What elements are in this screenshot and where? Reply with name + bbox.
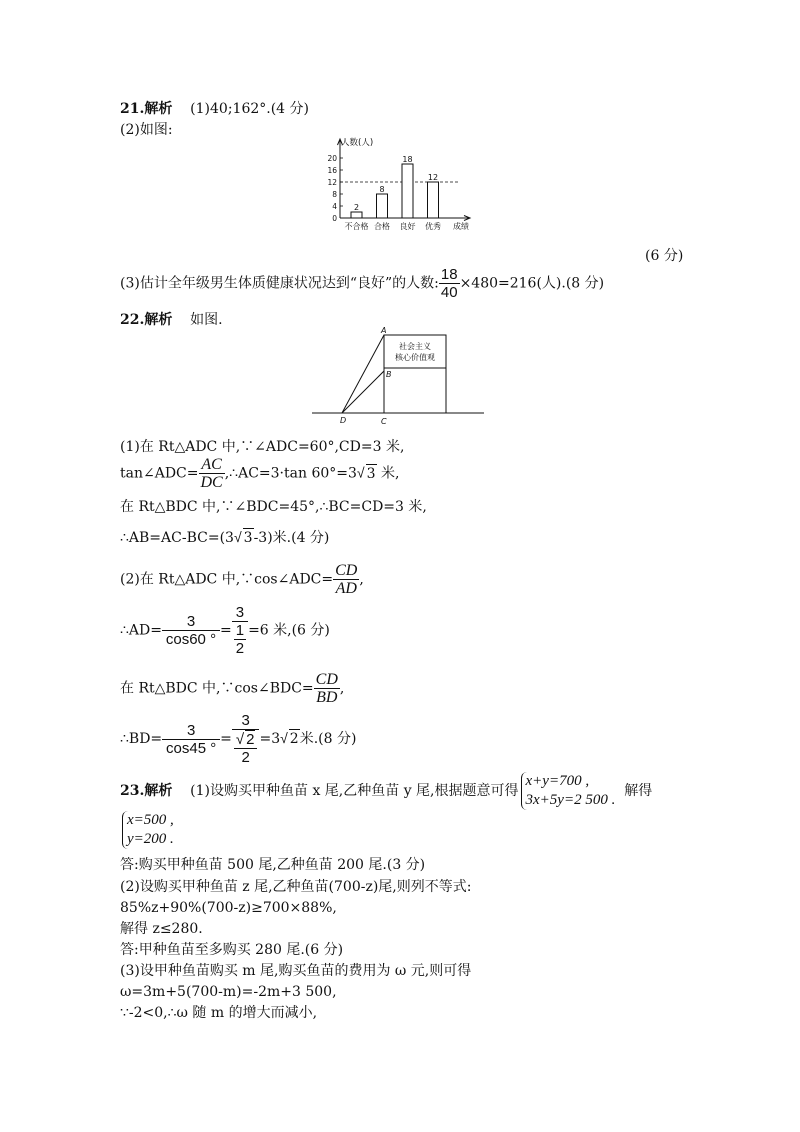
q21-line1	[120, 100, 309, 118]
q23-solution: x=500 , y=200 .	[120, 811, 174, 849]
bar	[351, 212, 362, 218]
y-tick-label: 20	[327, 154, 337, 163]
q23-l1: 23.解析 (1)设购买甲种鱼苗 x 尾,乙种鱼苗 y 尾,根据题意可得 x+y=700 , 3x+5y=2 500 . 解得	[120, 773, 653, 808]
bar	[402, 164, 413, 218]
sign-text-1: 社会主义	[399, 342, 431, 351]
q23-l4: 解得 z≤280.	[120, 921, 203, 937]
q21-part3: (3)估计全年级男生体质健康状况达到“良好”的人数: $\frac{18}{40}$ ×480=216(人).(8 分)	[120, 266, 605, 301]
label-B: B	[386, 370, 392, 379]
label-D: D	[340, 416, 347, 425]
bar-value-label: 12	[427, 173, 439, 182]
q22-heading: 22.解析	[120, 312, 173, 328]
q22-l2: tan∠ADC= $\frac{AC}{DC}$ ,∴AC=3·tan 60°=3√ 3 米,	[120, 456, 400, 491]
q23-l6: ω=3m+5(700-m)=-2m+3 500,	[120, 984, 337, 1000]
sign-box	[384, 335, 446, 368]
x-axis-label: 成绩	[453, 222, 469, 231]
category-label: 不合格	[344, 222, 369, 231]
q22-l6: ∴AD= $\frac{3}{\cos 60 ^\circ}$ = $\frac{3}{\frac{1}{2}}$ =6 米,(6 分)	[120, 604, 330, 657]
fraction-3-half: $\frac{3}{\frac{1}{2}}$	[232, 604, 248, 657]
equation-system: x+y=700 , 3x+5y=2 500 .	[521, 772, 616, 810]
q22-l1: (1)在 Rt△ADC 中,∵∠ADC=60°,CD=3 米,	[120, 439, 405, 455]
q21-score: (6 分)	[645, 248, 684, 264]
fraction-3-cos60: $\frac{3}{\cos 60 ^\circ}$	[162, 613, 220, 648]
fraction-AC-DC: $\frac{AC}{DC}$	[200, 456, 223, 491]
q23-heading: 23.解析	[120, 783, 173, 799]
q21-part1: (1)40;162°.(4 分)	[190, 101, 309, 117]
q22-l3: 在 Rt△BDC 中,∵∠BDC=45°,∴BC=CD=3 米,	[120, 499, 427, 515]
q23-l2: (2)设购买甲种鱼苗 z 尾,乙种鱼苗(700-z)尾,则列不等式:	[120, 879, 472, 895]
fraction-CD-AD: $\frac{CD}{AD}$	[335, 562, 358, 597]
q23-l7: ∵-2<0,∴ω 随 m 的增大而减小,	[120, 1005, 318, 1021]
bar-chart	[320, 134, 480, 239]
category-label: 合格	[374, 222, 390, 231]
q22-l4: ∴AB=AC-BC=(3√ 3-3)米.(4 分)	[120, 529, 330, 546]
category-label: 优秀	[425, 222, 441, 231]
q22-l5: (2)在 Rt△ADC 中,∵cos∠ADC= $\frac{CD}{AD}$ ,	[120, 562, 364, 597]
bar	[377, 194, 388, 218]
y-axis-label: 人数(人)	[341, 138, 374, 148]
line-DA	[342, 335, 384, 413]
y-tick-label: 16	[327, 166, 337, 175]
geometry-figure	[312, 327, 492, 427]
q21-part2: (2)如图:	[120, 122, 173, 138]
q22-l7: 在 Rt△BDC 中,∵cos∠BDC= $\frac{CD}{BD}$ ,	[120, 671, 345, 706]
label-A: A	[381, 327, 387, 335]
q22-l8: ∴BD= $\frac{3}{\cos 45 ^\circ}$ = $\frac{3}{\frac{√ 2}{2}}$ =3√ 2米.(8 分)	[120, 712, 357, 766]
y-tick-label: 4	[332, 202, 337, 211]
fraction-18-40: $\frac{18}{40}$	[440, 266, 458, 301]
y-tick-label: 8	[332, 190, 337, 199]
fraction-CD-BD: $\frac{CD}{BD}$	[315, 671, 338, 706]
q23-a1: 答:购买甲种鱼苗 500 尾,乙种鱼苗 200 尾.(3 分)	[120, 857, 426, 873]
y-tick-label: 12	[327, 178, 337, 187]
category-label: 良好	[399, 222, 416, 231]
bar-value-label: 8	[379, 185, 385, 194]
bar-value-label: 18	[402, 155, 413, 164]
line-DB	[342, 371, 384, 413]
fraction-3-sqrt2-over-2: $\frac{3}{\frac{√ 2}{2}}$	[232, 712, 260, 766]
sign-text-2: 核心价值观	[395, 353, 435, 362]
q23-l3: 85%z+90%(700-z)≥700×88%,	[120, 900, 337, 916]
q21-heading: 21.解析	[120, 101, 173, 117]
bar	[428, 182, 439, 218]
q23-l5: (3)设甲种鱼苗购买 m 尾,购买鱼苗的费用为 ω 元,则可得	[120, 963, 472, 979]
label-C: C	[381, 417, 387, 426]
bar-value-label: 2	[353, 203, 360, 212]
q23-a2: 答:甲种鱼苗至多购买 280 尾.(6 分)	[120, 942, 344, 958]
q22-line1: 22.解析 如图.	[120, 312, 223, 328]
fraction-3-cos45: $\frac{3}{\cos 45 ^\circ}$	[162, 722, 220, 757]
y-tick-label: 0	[332, 214, 337, 223]
